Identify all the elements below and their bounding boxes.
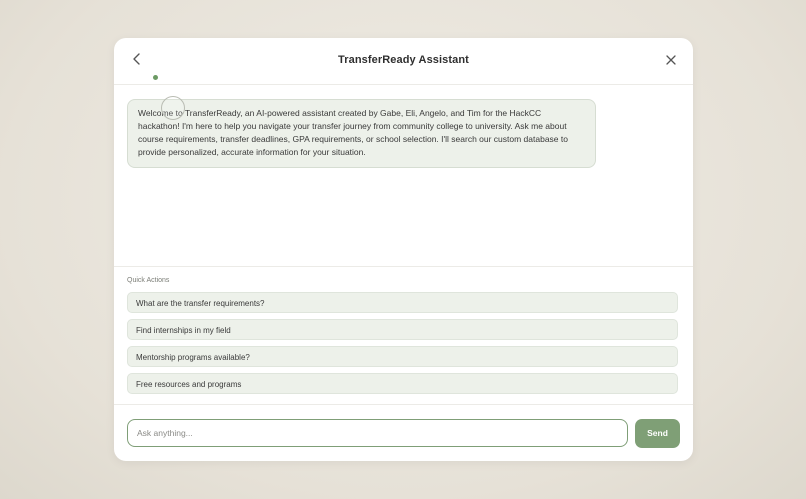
quick-action-free-resources[interactable]: Free resources and programs <box>127 373 678 394</box>
mouse-cursor-indicator <box>161 96 185 120</box>
composer-divider <box>114 404 693 405</box>
close-button[interactable] <box>663 53 679 69</box>
quick-action-transfer-requirements[interactable]: What are the transfer requirements? <box>127 292 678 313</box>
quick-action-mentorship[interactable]: Mentorship programs available? <box>127 346 678 367</box>
assistant-message: Welcome to TransferReady, an AI-powered assistant created by Gabe, Eli, Angelo, and Tim for the HackCC hackathon! I'm here to help you navigate your transfer journey from community college to university. Ask me about course requirements, transfer deadlines, GPA requirements, or school selection. I'll search our custom database to provide personalized, accurate information for your situation. <box>127 99 596 168</box>
dialog-title: TransferReady Assistant <box>338 54 469 66</box>
close-icon <box>666 52 676 70</box>
message-list[interactable] <box>114 85 693 266</box>
online-status-dot <box>153 75 158 80</box>
dialog-header <box>114 38 693 85</box>
quick-actions-label: Quick Actions <box>127 277 170 284</box>
quick-actions-divider <box>114 266 693 267</box>
chat-dialog <box>114 38 693 461</box>
message-input-wrapper <box>127 419 628 447</box>
send-button[interactable]: Send <box>635 419 680 448</box>
message-input[interactable] <box>128 420 627 446</box>
quick-action-internships[interactable]: Find internships in my field <box>127 319 678 340</box>
